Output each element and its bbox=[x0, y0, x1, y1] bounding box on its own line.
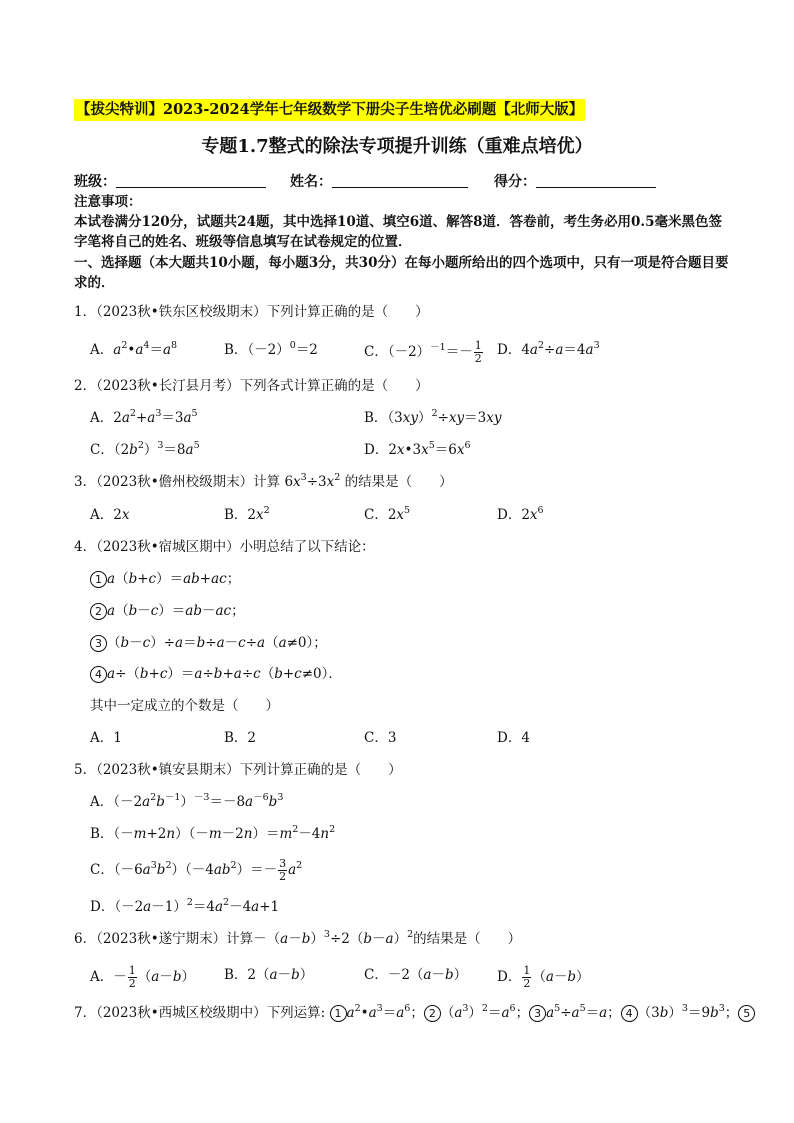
class-field[interactable] bbox=[116, 173, 266, 188]
q2-option-d[interactable]: D．$2x•3x^5=6x^6$ bbox=[364, 440, 471, 458]
header-banner: 【拔尖特训】2023-2024学年七年级数学下册尖子生培优必刷题【北师大版】 bbox=[74, 99, 585, 121]
question-3-stem: 3．（2023秋•儋州校级期末）计算 $6x^3\div 3x^2$ 的结果是（ ） bbox=[74, 472, 453, 490]
q3-option-c[interactable]: C．$2x^5$ bbox=[364, 505, 411, 523]
fraction: $\frac{1}{2}$ bbox=[523, 964, 531, 990]
fraction: $\frac{3}{2}$ bbox=[279, 857, 287, 883]
fraction: $\frac{1}{2}$ bbox=[474, 339, 482, 365]
q6-option-d[interactable]: D． $\frac{1}{2}$ （a－b） bbox=[497, 964, 590, 990]
q6-option-a[interactable]: A．－ $\frac{1}{2}$ （a－b） bbox=[90, 964, 195, 990]
student-info-line bbox=[74, 172, 656, 192]
q4-option-b[interactable]: B．2 bbox=[224, 730, 257, 746]
score-label: 得分： bbox=[494, 174, 536, 190]
name-field[interactable] bbox=[332, 173, 468, 188]
q1-option-d[interactable]: D．$4a^2\div a=4a^3$ bbox=[497, 340, 600, 358]
score-field[interactable] bbox=[536, 173, 656, 188]
q4-statement-1: 1 a（b+c）＝ab+ac； bbox=[90, 569, 240, 589]
question-5-stem: 5．（2023秋•镇安县期末）下列计算正确的是（ ） bbox=[74, 762, 402, 778]
q5-option-d[interactable]: D．$(-2a-1)^2=4a^2-4a+1$ bbox=[90, 897, 280, 915]
q3-option-d[interactable]: D．$2x^6$ bbox=[497, 505, 544, 523]
q5-option-c[interactable]: C．$(-6a^3b^2)(-4ab^2)=-$ $\frac{3}{2}$ $a^2$ bbox=[90, 857, 303, 883]
q4-statement-2: 2 a（b－c）＝ab－ac； bbox=[90, 601, 245, 621]
notice-text: 本试卷满分120分，试题共24题，其中选择10道、填空6道、解答8道．答卷前，考生务必用0.5毫米黑色签字笔将自己的姓名、班级等信息填写在试卷规定的位置． bbox=[74, 214, 723, 250]
q3-option-b[interactable]: B．$2x^2$ bbox=[224, 505, 270, 523]
question-1-stem: 1．（2023秋•铁东区校级期末）下列计算正确的是（ ） bbox=[74, 304, 429, 320]
q4-option-a[interactable]: A．1 bbox=[90, 730, 122, 746]
q2-option-a[interactable]: A．$2a^2+a^3=3a^5$ bbox=[90, 408, 198, 426]
section-heading: 一、选择题（本大题共10小题，每小题3分，共30分）在每小题所给出的四个选项中，只有一项是符合题目要求的． bbox=[74, 255, 729, 291]
question-7-stem: 7．（2023秋•西城区校级期中）下列运算: 1 $a^2•a^3=a^6$； 2 $(a^3)^2=a^6$； 3 $a^5\div a^5=a$； 4 $(3b)^3=9b^3$； 5 bbox=[74, 1003, 744, 1023]
q4-statement-4: 4 a÷（b+c）＝a÷b+a÷c（b+c≠0）． bbox=[90, 664, 342, 684]
q3-option-a[interactable]: A．2x bbox=[90, 507, 130, 523]
q4-statement-3: 3 （b－c）÷a＝b÷a－c÷a（a≠0）； bbox=[90, 633, 327, 653]
question-2-stem: 2．（2023秋•长汀县月考）下列各式计算正确的是（ ） bbox=[74, 378, 429, 394]
q5-option-a[interactable]: A．$(-2a^2b^{-1})^{-3}=-8a^{-6}b^3$ bbox=[90, 792, 284, 810]
class-label: 班级： bbox=[74, 174, 116, 190]
q1-option-a[interactable]: A．$a^2•a^4=a^8$ bbox=[90, 340, 178, 358]
q4-follow-up: 其中一定成立的个数是（ ） bbox=[90, 698, 279, 714]
q6-option-b[interactable]: B．2（a－b） bbox=[224, 967, 314, 983]
q4-option-c[interactable]: C．3 bbox=[364, 730, 397, 746]
q1-option-c[interactable]: C．$(-2)^{-1}=-$ $\frac{1}{2}$ bbox=[364, 339, 482, 365]
q1-option-b[interactable]: B．$(-2)^0=2$ bbox=[224, 340, 318, 358]
question-4-stem: 4．（2023秋•宿城区期中）小明总结了以下结论： bbox=[74, 539, 375, 555]
q5-option-b[interactable]: B．$(-m+2n)(-m-2n)=m^2-4n^2$ bbox=[90, 824, 336, 842]
notice-title: 注意事项： bbox=[74, 194, 142, 210]
fraction: $\frac{1}{2}$ bbox=[128, 964, 136, 990]
q2-option-c[interactable]: C．$(2b^2)^3=8a^5$ bbox=[90, 440, 200, 458]
name-label: 姓名： bbox=[290, 174, 332, 190]
page-title: 专题1.7整式的除法专项提升训练（重难点培优） bbox=[201, 136, 593, 157]
q2-option-b[interactable]: B．$(3xy)^2\div xy=3xy$ bbox=[364, 408, 502, 426]
q6-option-c[interactable]: C．－2（a－b） bbox=[364, 967, 468, 983]
q4-option-d[interactable]: D．4 bbox=[497, 730, 530, 746]
question-6-stem: 6．（2023秋•遂宁期末）计算$-(a-b)^3\div 2(b-a)^2$的结果是（ ） bbox=[74, 929, 522, 947]
